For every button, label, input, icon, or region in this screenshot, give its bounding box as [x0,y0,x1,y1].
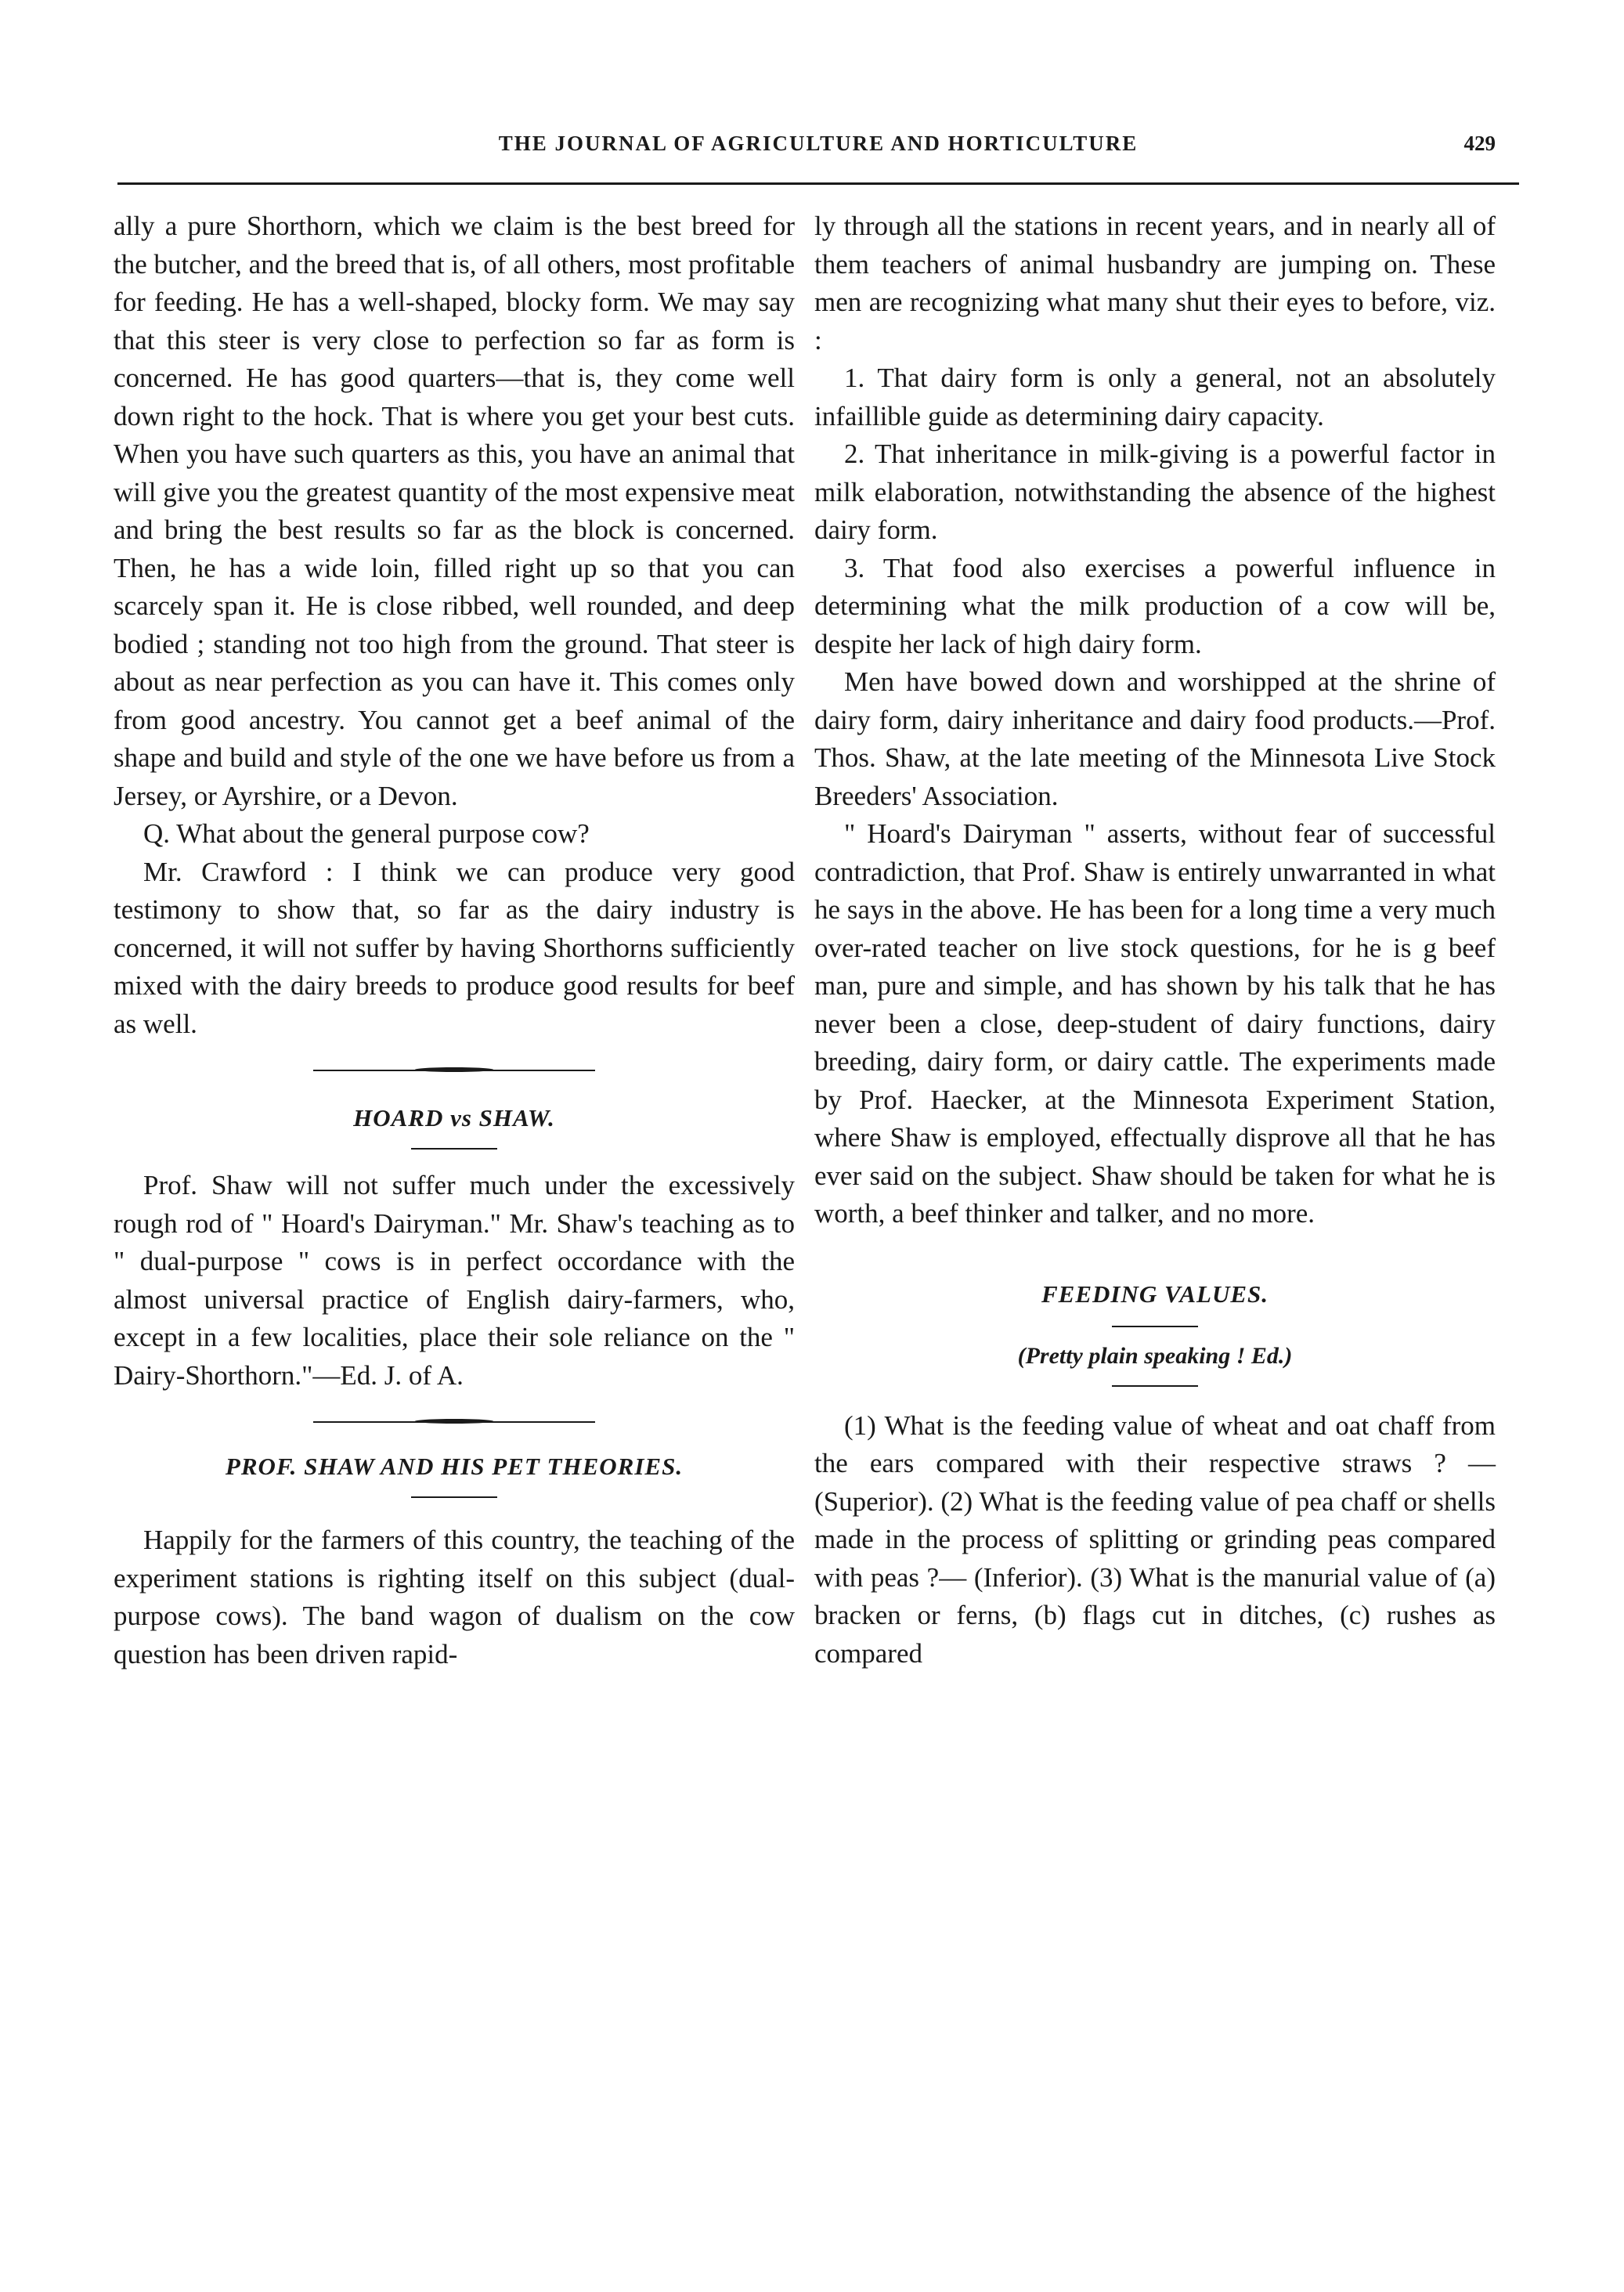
question-paragraph: Q. What about the general purpose cow? [143,818,590,849]
hoard-vs-shaw-paragraph: Prof. Shaw will not suffer much under the excessively rough rod of " Hoard's Dairyman." Mr. Shaw's teaching as to " dual-purpose " cows is in perfect occordance with the almost universal practice of English dairy-farmers, who, except in a few localities, place their sole reliance on the " Dairy-Shorthorn."—Ed. J. of A. [114,1170,795,1391]
header-rule [117,182,1519,185]
feeding-values-paragraph: (1) What is the feeding value of wheat and oat chaff from the ears compared with their respective straws ? — (Superior). (2) What is the feeding value of pea chaff or shells made in the process of splitting or grinding peas compared with peas ?— (Inferior). (3) What is the manurial value of (a) bracken or ferns, (b) flags cut in ditches, (c) rushes as compared [814,1409,1496,1669]
page-number: 429 [1463,132,1496,155]
section-heading-feeding-values: FEEDING VALUES. [1041,1280,1269,1308]
ornamental-divider [313,1065,595,1076]
quote-attribution-paragraph: Men have bowed down and worshipped at the shrine of dairy form, dairy inheritance and dairy food products.—Prof. Thos. Shaw, at the late meeting of the Minnesota Live Stock Breeders' Association. [814,666,1496,811]
hoards-dairyman-paragraph: " Hoard's Dairyman " asserts, without fear of successful contradiction, that Prof. Shaw is entirely unwarranted in what he says in the above. He has been for a long time a very much over-rated teacher on live stock questions, for he is g beef man, pure and simple, and has shown by his talk that he has never been a close, deep-student of dairy functions, dairy breeding, dairy form, or dairy cattle. The experiments made by Prof. Haecker, at the Minnesota Experiment Station, where Shaw is employed, effectually disprove all that he has ever said on the subject. Shaw should be taken for what he is worth, a beef thinker and talker, and no more. [814,818,1496,1229]
section-heading-prof-shaw-pet-theories: PROF. SHAW AND HIS PET THEORIES. [225,1453,684,1480]
list-item-3: 3. That food also exercises a powerful influence in determining what the milk production of a cow will be, despite her lack of high dairy form. [814,552,1496,659]
continued-paragraph: ly through all the stations in recent years, and in nearly all of them teachers of animal husbandry are jumping on. These men are recognizing what many shut their eyes to before, viz. : [814,211,1496,356]
list-item-1: 1. That dairy form is only a general, not an absolutely infaillible guide as determining dairy capacity. [814,363,1496,431]
answer-paragraph: Mr. Crawford : I think we can produce very good testimony to show that, so far as the dairy industry is concerned, it will not suffer by having Shorthorns sufficiently mixed with the dairy breeds to produce good results for beef as well. [114,856,795,1039]
editor-subheading: (Pretty plain speaking ! Ed.) [1017,1342,1293,1369]
article-continuation-paragraph: ally a pure Shorthorn, which we claim is the best breed for the butcher, and the breed that is, of all others, most profitable for feeding. He has a well-shaped, blocky form. We may say that this steer is very close to perfection so far as form is concerned. He has good quarters—that is, they come well down right to the hock. That is where you get your best cuts. When you have such quarters as this, you have an animal that will give you the greatest quantity of the most expensive meat and bring the best results so far as the block is concerned. Then, he has a wide loin, filled right up so that you can scarcely span it. He is close ribbed, well rounded, and deep bodied ; standing not too high from the ground. That steer is about as near perfection as you can have it. This comes only from good ancestry. You cannot get a beef animal of the shape and build and style of the one we have before us from a Jersey, or Ayrshire, or a Devon. [114,211,795,811]
left-column [114,208,795,1673]
right-column [814,208,1496,1673]
ornamental-divider [313,1417,595,1428]
section-heading-hoard-vs-shaw: HOARD vs SHAW. [353,1104,555,1132]
pet-theories-paragraph: Happily for the farmers of this country, the teaching of the experiment stations is righting itself on this subject (dual-purpose cows). The band wagon of dualism on the cow question has been driven rapid- [114,1525,795,1669]
journal-title: THE JOURNAL OF AGRICULTURE AND HORTICULTURE [498,132,1139,155]
running-header [117,132,1519,179]
list-item-2: 2. That inheritance in milk-giving is a powerful factor in milk elaboration, notwithstanding the absence of the highest dairy form. [814,439,1496,545]
